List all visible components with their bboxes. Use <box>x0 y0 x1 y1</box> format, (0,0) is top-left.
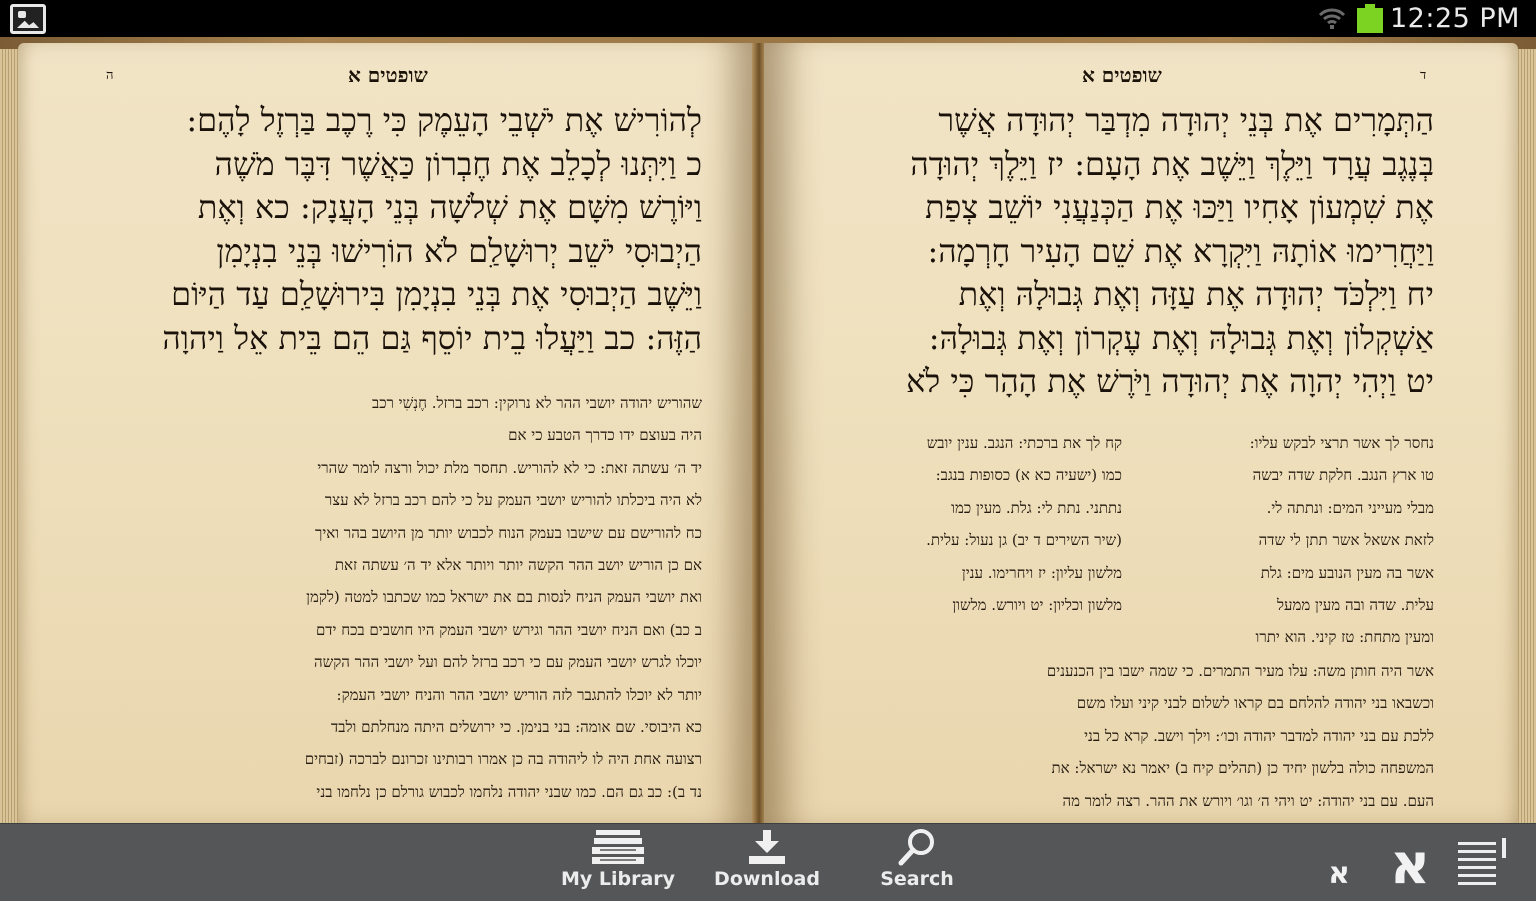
commentary-line: היה בעוצם ידו כדרך הטבע כי אם <box>508 426 702 445</box>
menu-list-icon[interactable] <box>1456 836 1512 892</box>
page-edges-right <box>1516 49 1536 823</box>
commentary-line: ב כב) ואם הניח יושבי ההר וגירש יושבי העמק היו חושבים בכח ידם <box>315 620 702 639</box>
commentary-line: נתתני. נתת לי: גלת. מעין כמו <box>951 498 1122 517</box>
page-title: שופטים א <box>348 63 428 87</box>
commentary-line: אם כן הוריש יושב ההר הקשה יותר ויותר אלא יד ה׳ עשתה זאת <box>334 556 702 575</box>
commentary-line: לזאת אשאל אשר תתן לי שדה <box>1258 531 1434 550</box>
commentary-line: כא היבוסי. שם אומה: בני בנימן. כי ירושלים היתה מנחלתם ולבד <box>331 718 702 737</box>
commentary-line: יד ה׳ עשתה זאת: כי לא להוריש. תחסר מלת יכול ורצה לומר שהרי <box>317 458 702 477</box>
verse-line: הַזֶּה: כב וַיַּעֲלוּ בֵית יוֹסֵף גַּם הֵם בֵּית אֵל וַיהוָה <box>162 318 702 357</box>
left-page[interactable] <box>18 43 756 823</box>
commentary-line: אשר היה חותן משה: עלו מעיר התמרים. כי שמה ישבו בין הכנענים <box>1046 662 1434 680</box>
increase-font-button[interactable]: א <box>1389 832 1431 897</box>
decrease-font-button[interactable]: א <box>1328 856 1350 891</box>
verse-line: אֶת שִׁמְעוֹן אָחִיו וַיַּכּוּ אֶת הַכְּנַעֲנִי יוֹשֵׁב צְפַת <box>925 188 1434 226</box>
verse-line: הַיְבוּסִי יֹשֵׁב יְרוּשָׁלִַם לֹא הוֹרִישׁוּ בְּנֵי בִנְיָמִן <box>216 231 702 270</box>
status-bar <box>0 0 1536 37</box>
book-spread <box>0 37 1536 823</box>
download-button[interactable] <box>712 824 822 901</box>
commentary-line: כמו (ישעיה כא א) כסופות בנגב: <box>935 466 1122 485</box>
download-label: Download <box>714 868 820 890</box>
my-library-label: My Library <box>560 868 676 890</box>
verse-text <box>834 99 1434 404</box>
commentary-column <box>1120 427 1434 654</box>
clock: 12:25 PM <box>1390 3 1520 34</box>
commentary-line: מלשון וכליון: יט ויורש. מלשון <box>952 596 1122 615</box>
commentary-line: טו ארץ הנגב. חלקת שדה יבשה <box>1252 466 1434 485</box>
verse-line: יט וַיְהִי יְהוָה אֶת יְהוּדָה וַיֹּרֶשׁ אֶת הָהָר כִּי לֹא <box>906 362 1434 400</box>
page-number: ד <box>1420 68 1427 83</box>
search-label: Search <box>880 868 954 890</box>
commentary-line: וכשבאו בני יהודה להלחם בם קראו לשלום לבני קיני ועלו משם <box>1076 694 1434 713</box>
commentary-line: יוכלו לגרש יושבי העמק עם כי רכב ברזל להם ועל יושבי ההר הקשה <box>314 653 702 672</box>
commentary <box>102 387 702 808</box>
page-edges-left <box>0 49 20 823</box>
commentary-line: המשפחה כולה בלשון יחיד כן (תהלים קיח ב) יאמר נא ישראל: את <box>1051 759 1434 778</box>
commentary-line: ומעין מתחת: טז קיני. הוא יתרו <box>1255 628 1434 647</box>
commentary-line: שהוריש יהודה יושבי ההר לא נרוקין: רכב ברזל. חֶנְשִׁי רכב <box>371 394 702 412</box>
battery-icon <box>1357 8 1383 33</box>
verse-text <box>102 99 702 360</box>
page-title: שופטים א <box>1082 63 1162 87</box>
commentary-line: ואת יושבי העמק הניח לנסות בם את ישראל כמו שכתבו למטה (לקמן <box>306 588 702 607</box>
verse-line: הַתְּמָרִים אֶת בְּנֵי יְהוּדָה מִדְבַּר יְהוּדָה אֲשֶׁר <box>938 101 1434 139</box>
verse-line: וַיַּחֲרִימוּ אוֹתָהּ וַיִּקְרָא אֶת שֵׁם הָעִיר חָרְמָה: <box>927 231 1434 270</box>
commentary-line: רצועה אחת היה לו ליהודה בה כן אמרו רבותינו זכרונם לברכה (זבחים <box>304 750 702 769</box>
commentary-line: קח לך את ברכתי: הנגב. ענין יובש <box>926 434 1122 452</box>
verse-line: כ וַיִּתְּנוּ לְכָלֵב אֶת חֶבְרוֹן כַּאֲשֶׁר דִּבֶּר מֹשֶׁה <box>214 144 702 183</box>
verse-line: וַיֵּשֶׁב הַיְבוּסִי אֶת בְּנֵי בִנְיָמִן בִּירוּשָׁלִַם עַד הַיּוֹם <box>171 275 702 313</box>
commentary-line: יותר לא יוכלו להתגבר לזה הוריש יושבי ההר והניח יושבי העמק: <box>336 685 702 704</box>
search-icon <box>895 828 939 866</box>
right-page[interactable] <box>764 43 1518 823</box>
my-library-button[interactable] <box>558 824 678 901</box>
verse-line: בְּנֶגֶב עֲרָד וַיֵּלֶךְ וַיֵּשֶׁב אֶת הָעָם: יז וַיֵּלֶךְ יְהוּדָה <box>910 144 1434 183</box>
commentary-line: מבלי מעייני המים: ונתתה לי. <box>1266 498 1434 517</box>
commentary-line: (שיר השירים ד יב) גן נעול: עלית. <box>926 531 1122 550</box>
verse-line: לְהוֹרִישׁ אֶת יֹשְׁבֵי הָעֵמֶק כִּי רֶכֶב בַּרְזֶל לָהֶם: <box>186 101 702 139</box>
commentary-line: העם. עם בני יהודה: יט ויהי ה׳ וגו׳ ויורש את ההר. רצה לומר מה <box>1062 791 1434 810</box>
commentary-line: כח להורישם עם שישבו בעמק הנוח לכבוש יותר מן היושב בהר ואיך <box>314 523 702 542</box>
commentary-line: אשר בה מעין הנובע מים: גלת <box>1260 563 1434 582</box>
commentary-line: מלשון עליון: יז ויחרימו. ענין <box>961 563 1122 582</box>
gallery-notification-icon <box>10 4 46 34</box>
library-icon <box>590 828 646 866</box>
search-button[interactable] <box>872 824 962 901</box>
commentary <box>834 655 1434 817</box>
download-icon <box>745 828 789 866</box>
commentary-line: עלית. שדה ובה מעין ממעל <box>1276 596 1434 615</box>
commentary-line: נד ב): כב גם הם. כמו שבני יהודה נלחמו לכבוש גורלם כן נלחמו בני <box>316 782 702 801</box>
verse-line: יח וַיִּלְכֹּד יְהוּדָה אֶת עַזָּה וְאֶת גְּבוּלָהּ וְאֶת <box>958 275 1434 313</box>
verse-line: אַשְׁקְלוֹן וְאֶת גְּבוּלָהּ וְאֶת עֶקְרוֹן וְאֶת גְּבוּלָהּ: <box>928 318 1434 357</box>
verse-line: וַיּוֹרֶשׁ מִשָּׁם אֶת שְׁלֹשָׁה בְּנֵי הָעֲנָק: כא וְאֶת <box>197 188 702 226</box>
page-number: ה <box>106 68 114 83</box>
commentary-line: נחסר לך אשר תרצי לבקש עליו: <box>1249 434 1434 452</box>
commentary-line: ללכת עם בני יהודה למדבר יהודה וכו׳: וילך וישב. קרא כל בני <box>1084 726 1434 745</box>
wifi-icon <box>1318 5 1346 33</box>
commentary-line: לא היה ביכלתו להוריש יושבי העמק על כי להם רכב ברזל לא עצר <box>324 491 702 510</box>
commentary-column <box>834 427 1122 621</box>
bottom-toolbar <box>0 823 1536 901</box>
